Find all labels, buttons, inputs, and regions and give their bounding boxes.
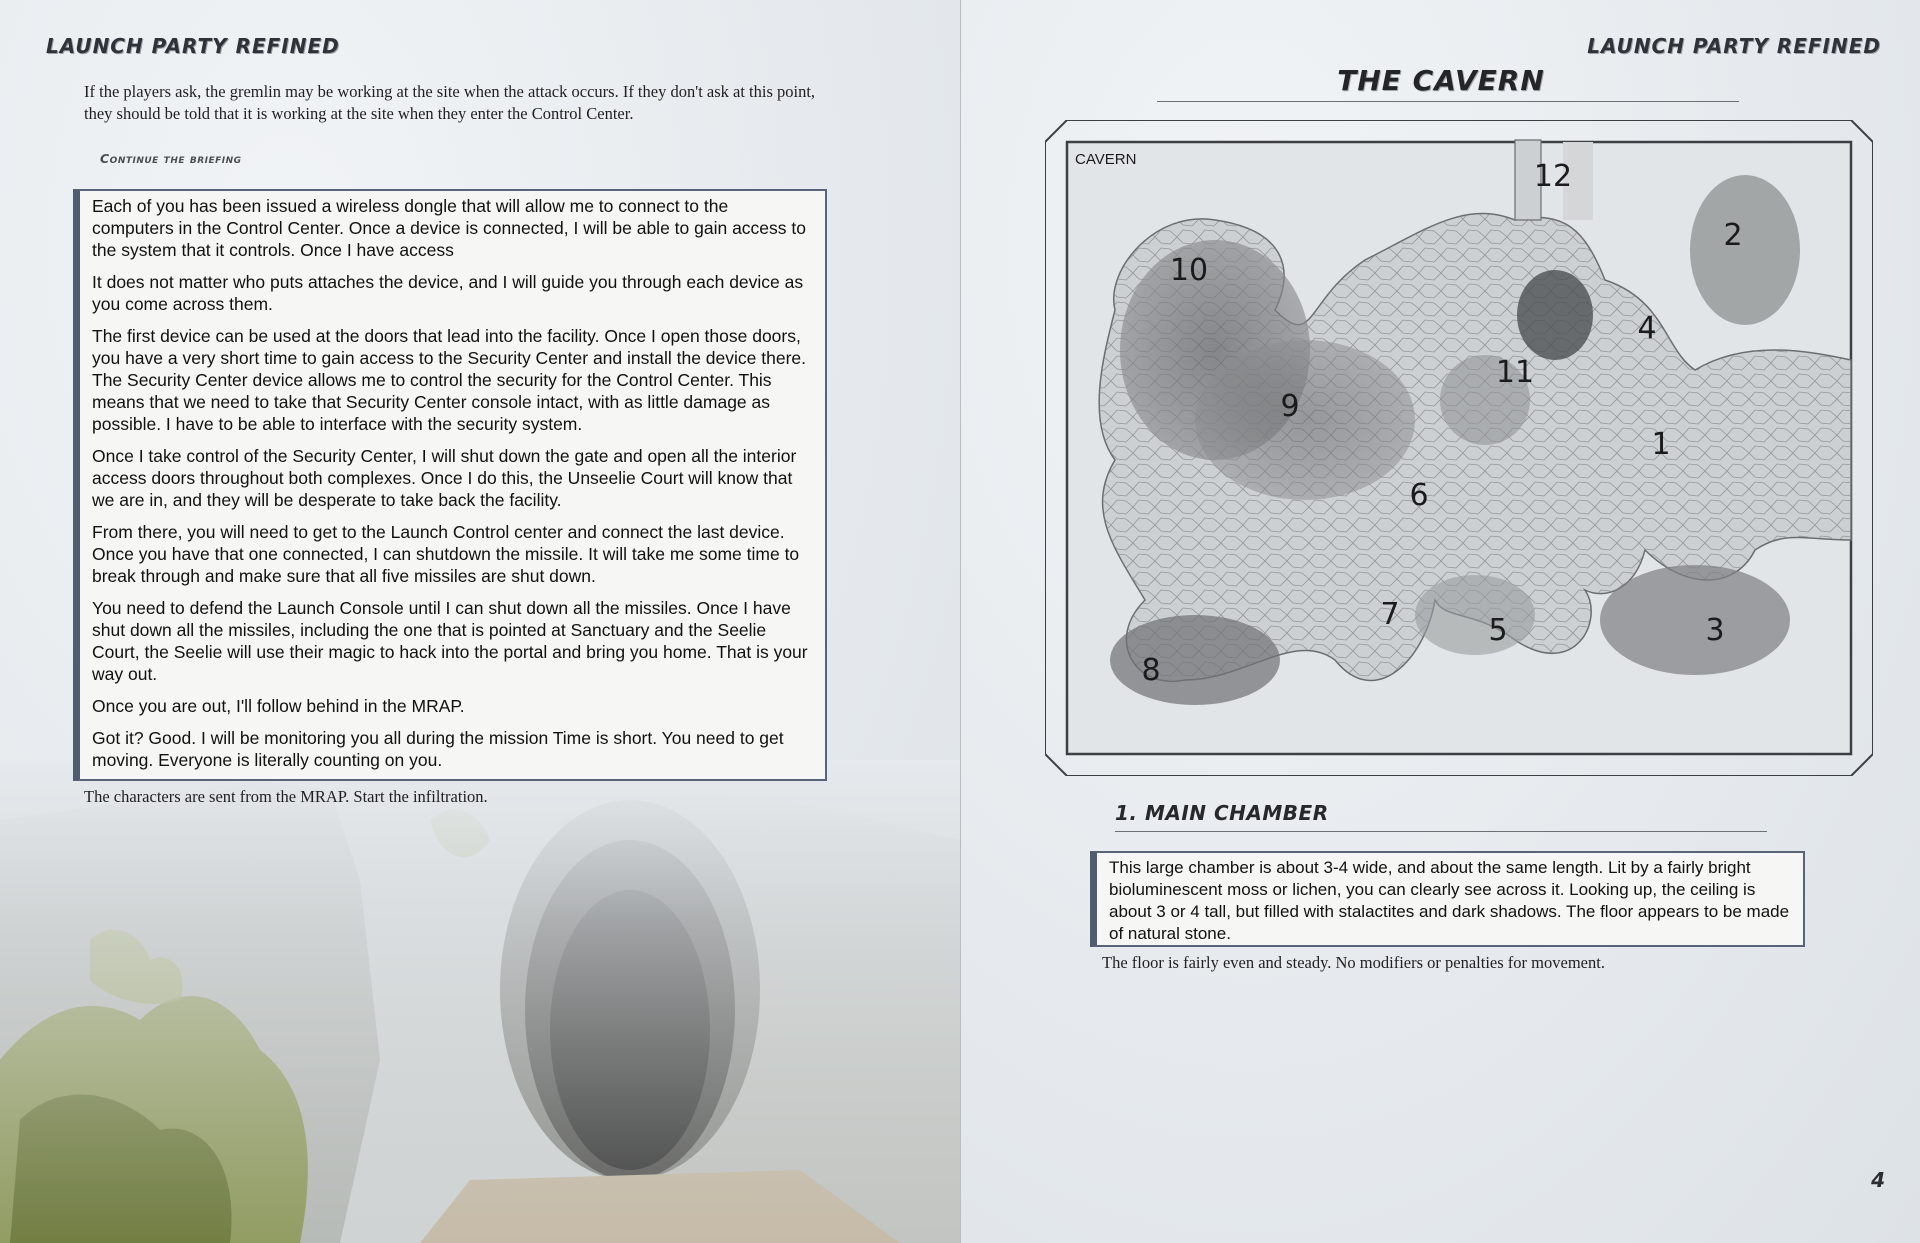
cave-entrance-illustration (0, 760, 960, 1243)
map-area-label: 1 (1651, 427, 1671, 462)
right-page (960, 0, 1920, 1243)
intro-paragraph: If the players ask, the gremlin may be working at the site when the attack occurs. If they don't ask at this point, they should be told that it is working at the site when they enter the Control Center. (84, 82, 816, 123)
main-chamber-readaloud-box (1090, 851, 1805, 947)
briefing-paragraph: From there, you will need to get to the Launch Control center and connect the last device. Once you have that one connected, I can shutdown the missile. It will take me some time to break through and make sure that all five missiles are shut down. (92, 522, 800, 586)
briefing-paragraph: The first device can be used at the doors that lead into the facility. Once I open those doors, you have a very short time to gain access to the Security Center and install the device there. The Security Center device allows me to control the security for the Control Center. This means that we need to take that Security Center console intact, with as little damage as possible. I have to be able to interface with the security system. (92, 326, 806, 434)
briefing-paragraph: Once I take control of the Security Center, I will shut down the gate and open all the interior access doors throughout both complexes. Once I do this, the Unseelie Court will know that we are in, and they will be desperate to take back the facility. (92, 446, 797, 510)
briefing-paragraph: You need to defend the Launch Console until I can shut down all the missiles. Once I have shut down all the missiles, including the one that is pointed at Sanctuary and the Seelie Court, the Seelie will use their magic to hack into the portal and bring you home. That is your way out. (92, 598, 808, 684)
briefing-paragraph: Got it? Good. I will be monitoring you all during the mission Time is short. You need to get moving. Everyone is literally counting on you. (92, 728, 784, 770)
map-area-label: 3 (1705, 613, 1725, 648)
chapter-title: THE CAVERN (1337, 64, 1545, 97)
map-area-label: 12 (1533, 159, 1573, 194)
title-rule (1157, 101, 1739, 102)
running-head: LAUNCH PARTY REFINED (1587, 34, 1881, 58)
map-area-label: 9 (1280, 389, 1300, 424)
map-area-label: 8 (1141, 653, 1161, 688)
cavern-map (1045, 120, 1873, 776)
main-chamber-outro: The floor is fairly even and steady. No modifiers or penalties for movement. (1102, 953, 1605, 972)
briefing-paragraph: Each of you has been issued a wireless dongle that will allow me to connect to the computers in the Control Center. Once a device is connected, I will be able to gain access to the system that it controls. Once I have access (92, 196, 806, 260)
running-head: LAUNCH PARTY REFINED (46, 34, 340, 58)
map-area-label: 4 (1637, 311, 1657, 346)
map-area-label: 6 (1409, 478, 1429, 513)
section-title: 1. MAIN CHAMBER (1115, 801, 1329, 825)
briefing-paragraph: Once you are out, I'll follow behind in the MRAP. (92, 696, 465, 716)
map-area-label: 5 (1488, 613, 1508, 648)
map-area-label: 2 (1723, 218, 1743, 253)
subhead-continue-briefing: Continue the briefing (100, 151, 242, 166)
map-area-label: 7 (1380, 597, 1400, 632)
map-area-label: 10 (1169, 253, 1209, 288)
briefing-readaloud-box (73, 189, 827, 781)
page-number: 4 (1871, 1168, 1885, 1192)
section-rule (1115, 831, 1767, 832)
map-area-label: 11 (1495, 355, 1535, 390)
briefing-paragraph: It does not matter who puts attaches the device, and I will guide you through each device as you come across them. (92, 272, 804, 314)
map-label: CAVERN (1075, 151, 1137, 168)
outro-paragraph: The characters are sent from the MRAP. Start the infiltration. (84, 787, 488, 806)
main-chamber-description: This large chamber is about 3-4 wide, and about the same length. Lit by a fairly bright bioluminescent moss or lichen, you can clearly see across it. Looking up, the ceiling is about 3 or 4 tall, but filled with stalactites and dark shadows. The floor appears to be made of natural stone. (1109, 858, 1790, 943)
